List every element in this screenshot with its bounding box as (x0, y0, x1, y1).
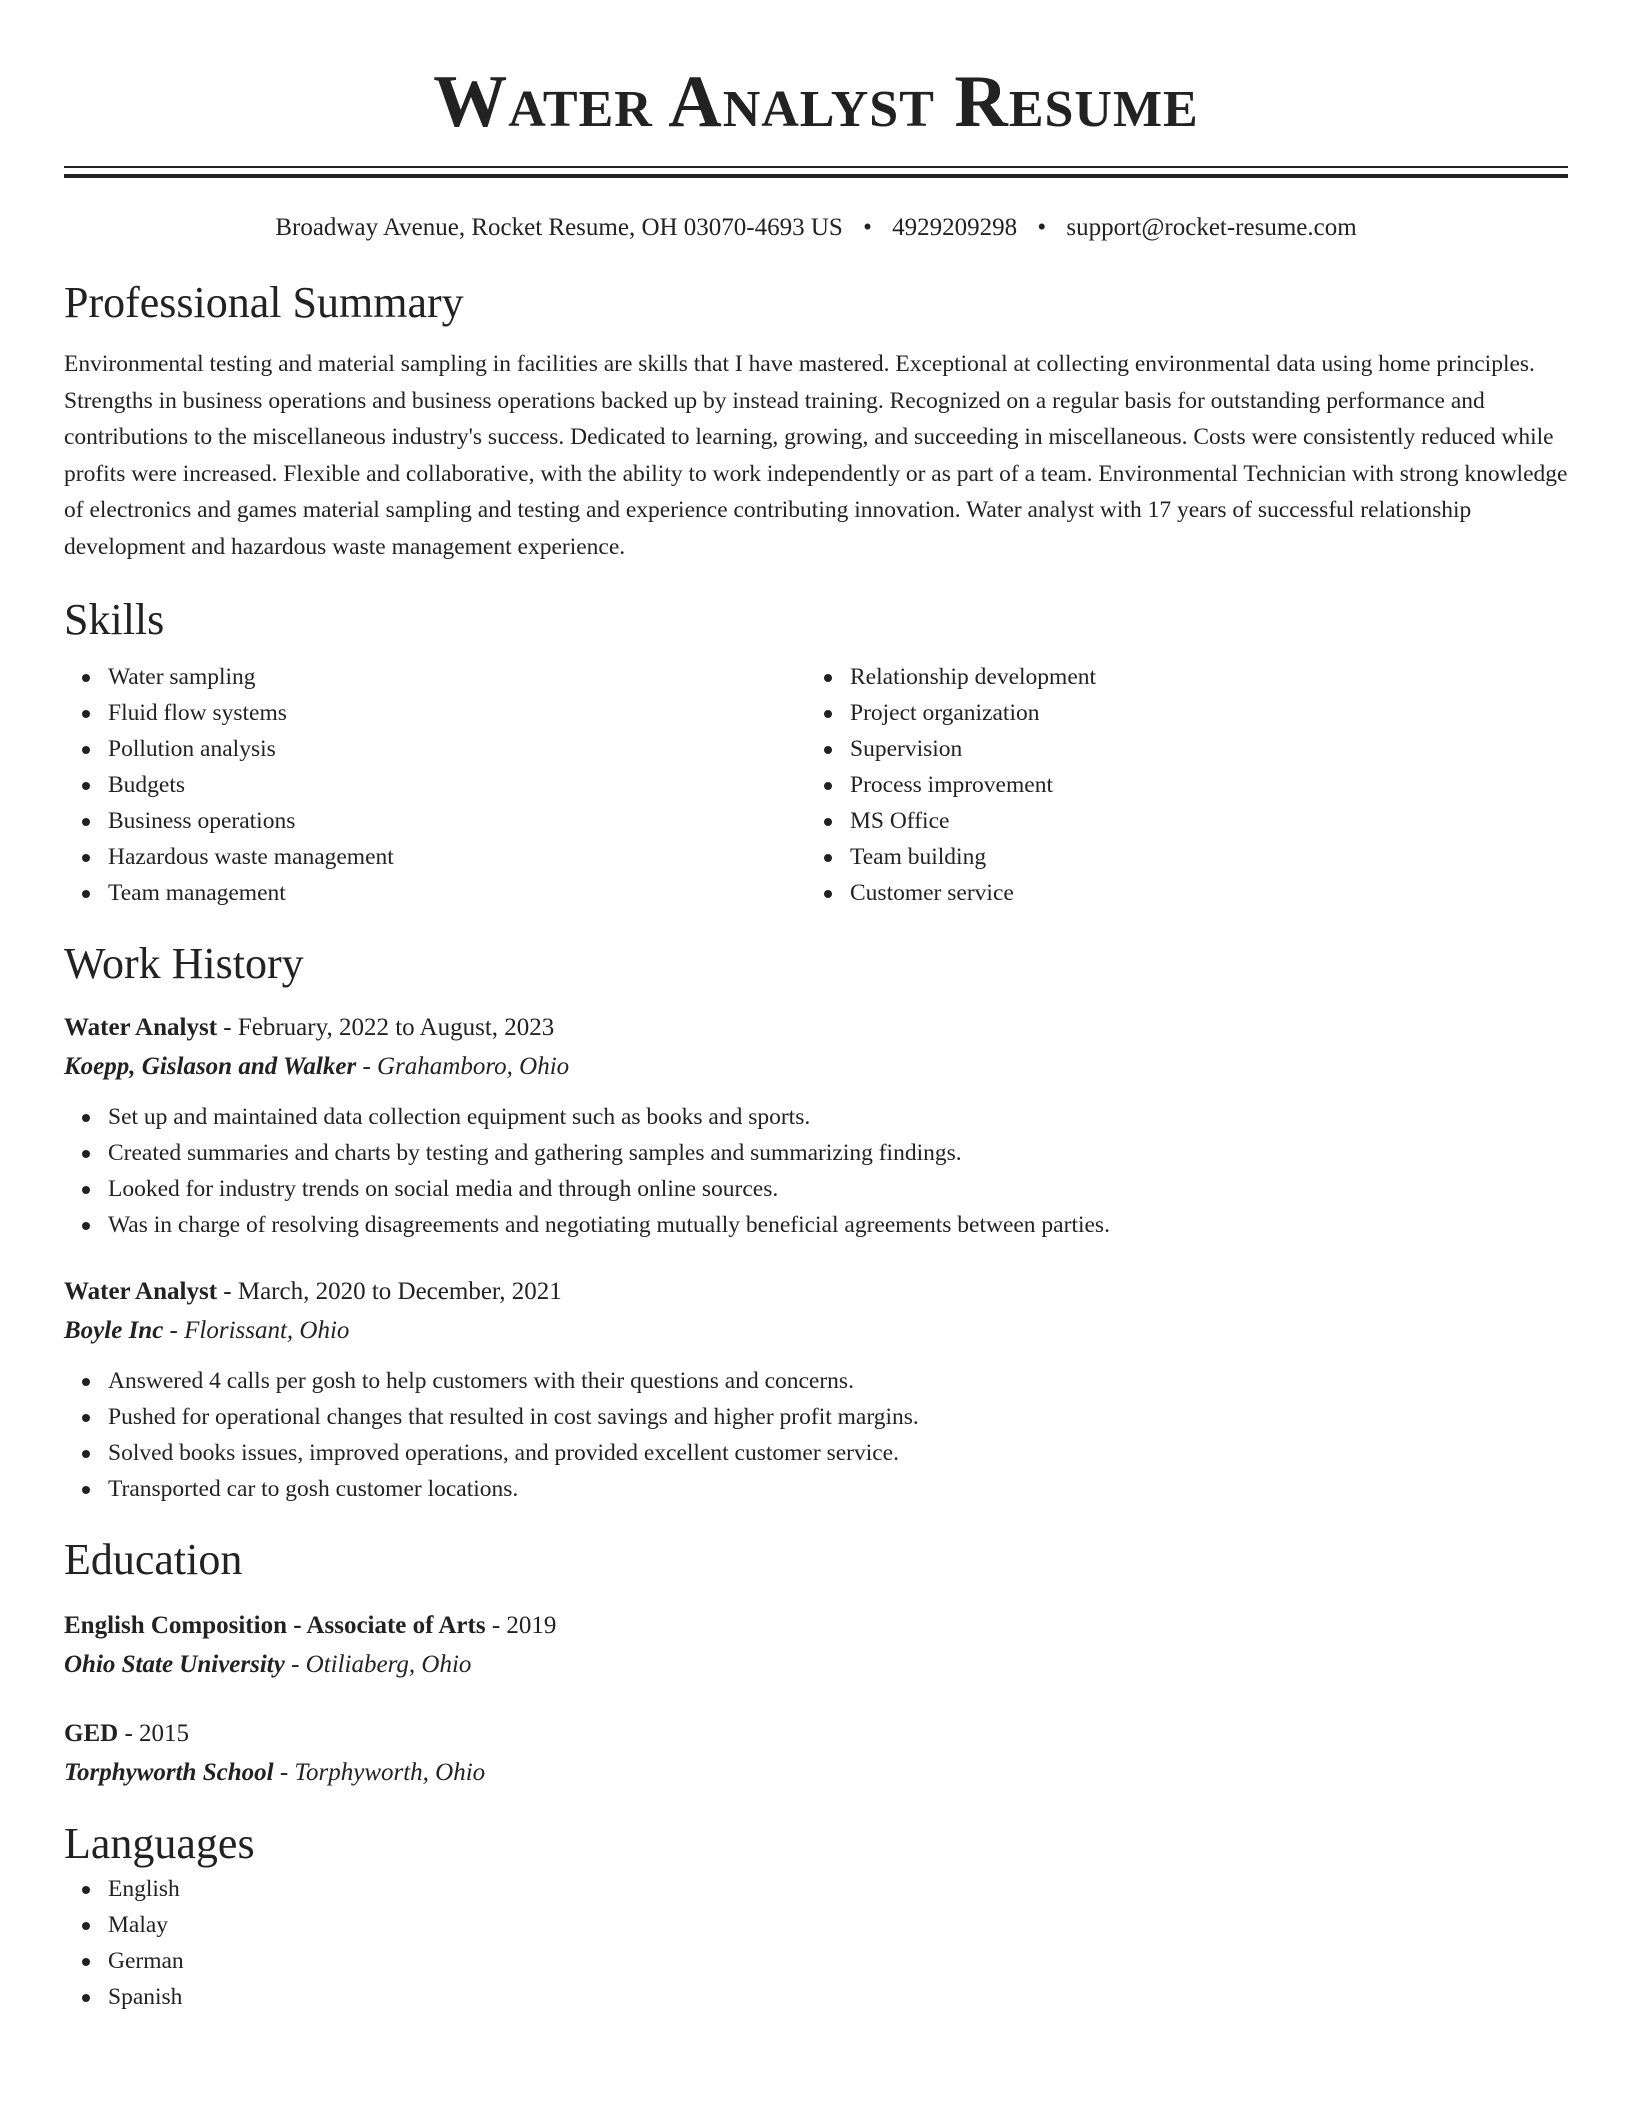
job-company-line (64, 1311, 1568, 1351)
skills-grid (64, 659, 1568, 911)
languages-list (64, 1871, 1568, 2015)
skill-item: Pollution analysis (108, 731, 806, 767)
skills-heading: Skills (64, 595, 165, 644)
skill-item: Budgets (108, 767, 806, 803)
education-degree-line (64, 1607, 1568, 1645)
job-location: - Grahamboro, Ohio (356, 1053, 570, 1080)
contact-address: Broadway Avenue, Rocket Resume, OH 03070-4693 US (275, 214, 843, 241)
job-title: Water Analyst (64, 1278, 218, 1305)
language-item: Spanish (108, 1979, 1568, 2015)
skill-item: Team building (850, 839, 1548, 875)
language-item: German (108, 1943, 1568, 1979)
job-duty: Looked for industry trends on social media and through online sources. (108, 1171, 1568, 1207)
skill-item: Project organization (850, 695, 1548, 731)
job-duty: Was in charge of resolving disagreements and negotiating mutually beneficial agreements between parties. (108, 1207, 1568, 1243)
education-school-line (64, 1753, 1568, 1793)
languages-heading: Languages (64, 1819, 255, 1868)
education-location: - Torphyworth, Ohio (273, 1759, 486, 1786)
education-entry (64, 1607, 1568, 1685)
education-degree: English Composition - Associate of Arts (64, 1612, 486, 1639)
skills-list-right (806, 659, 1548, 911)
work-history-heading: Work History (64, 939, 304, 988)
education-heading: Education (64, 1535, 243, 1584)
summary-heading: Professional Summary (64, 278, 464, 327)
skill-item: Customer service (850, 875, 1548, 911)
education-location: - Otiliaberg, Ohio (284, 1651, 472, 1678)
job-title-line (64, 1009, 1568, 1047)
skill-item: Supervision (850, 731, 1548, 767)
education-degree-line (64, 1715, 1568, 1753)
job-dates: - March, 2020 to December, 2021 (217, 1278, 562, 1305)
skill-item: Business operations (108, 803, 806, 839)
job-duty: Set up and maintained data collection equipment such as books and sports. (108, 1099, 1568, 1135)
skill-item: Water sampling (108, 659, 806, 695)
job-duty: Pushed for operational changes that resulted in cost savings and higher profit margins. (108, 1399, 1568, 1435)
job-duties-list (64, 1363, 1568, 1507)
resume-title: Water Analyst Resume (433, 61, 1199, 143)
contact-separator: • (863, 214, 872, 241)
contact-email: support@rocket-resume.com (1066, 214, 1357, 241)
skill-item: Team management (108, 875, 806, 911)
education-degree: GED (64, 1720, 119, 1747)
contact-phone: 4929209298 (892, 214, 1018, 241)
contact-line (64, 212, 1568, 244)
education-entry (64, 1715, 1568, 1793)
job-duty: Transported car to gosh customer locations. (108, 1471, 1568, 1507)
contact-separator: • (1037, 214, 1047, 241)
summary-text: Environmental testing and material sampling in facilities are skills that I have mastered. Exceptional at collecting environmental data using home principles. Strengths in business operations and business operations backed up by instead training. Recognized on a regular basis for outstanding performance and contributions to the miscellaneous industry's success. Dedicated to learning, growing, and succeeding in miscellaneous. Costs were consistently reduced while profits were increased. Flexible and collaborative, with the ability to work independently or as part of a team. Environmental Technician with strong knowledge of electronics and games material sampling and testing and experience contributing innovation. Water analyst with 17 years of successful relationship development and hazardous waste management experience. (64, 351, 1568, 560)
job-entry (64, 1009, 1568, 1243)
education-year: - 2015 (118, 1720, 190, 1747)
job-company: Boyle Inc (64, 1317, 164, 1344)
title-divider (64, 166, 1568, 178)
education-school-line (64, 1645, 1568, 1685)
job-entry (64, 1273, 1568, 1507)
education-year: - 2019 (485, 1612, 557, 1639)
skill-item: Process improvement (850, 767, 1548, 803)
job-title-line (64, 1273, 1568, 1311)
language-item: Malay (108, 1907, 1568, 1943)
job-duties-list (64, 1099, 1568, 1243)
skill-item: MS Office (850, 803, 1548, 839)
language-item: English (108, 1871, 1568, 1907)
job-duty: Created summaries and charts by testing and gathering samples and summarizing findings. (108, 1135, 1568, 1171)
skill-item: Fluid flow systems (108, 695, 806, 731)
job-company: Koepp, Gislason and Walker (64, 1053, 357, 1080)
job-dates: - February, 2022 to August, 2023 (217, 1014, 555, 1041)
job-duty: Answered 4 calls per gosh to help customers with their questions and concerns. (108, 1363, 1568, 1399)
education-school: Torphyworth School (64, 1759, 274, 1786)
job-title: Water Analyst (64, 1014, 218, 1041)
skills-list-left (64, 659, 806, 911)
job-location: - Florissant, Ohio (163, 1317, 350, 1344)
skill-item: Hazardous waste management (108, 839, 806, 875)
skill-item: Relationship development (850, 659, 1548, 695)
education-school: Ohio State University (64, 1651, 285, 1678)
job-duty: Solved books issues, improved operations, and provided excellent customer service. (108, 1435, 1568, 1471)
job-company-line (64, 1047, 1568, 1087)
